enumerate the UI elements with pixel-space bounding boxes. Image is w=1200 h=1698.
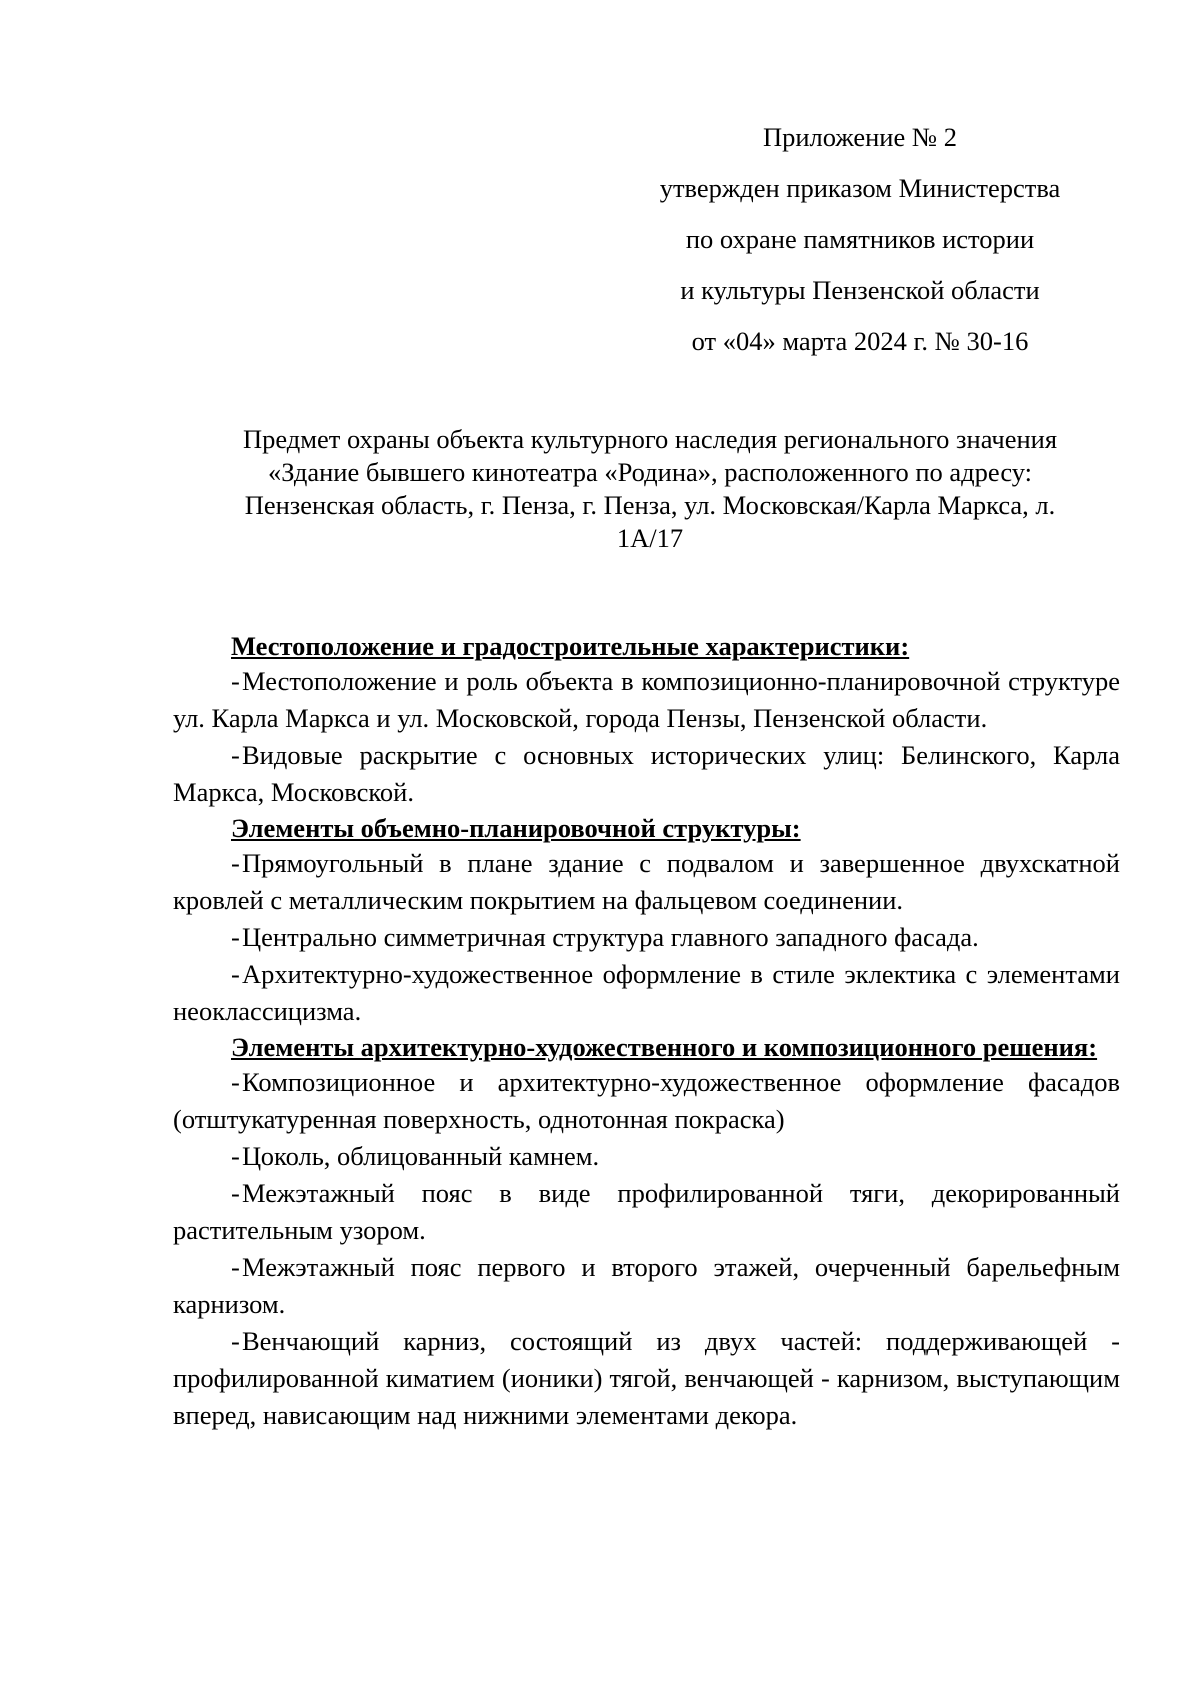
approval-order-line: утвержден приказом Министерства: [659, 173, 1061, 203]
list-item-text: Местоположение и роль объекта в композиционно-планировочной структуре ул. Карла Маркса и ул. Московской, города Пензы, Пензенской области.: [173, 666, 1120, 733]
section-heading-decoration: Элементы архитектурно-художественного и композиционного решения:: [231, 1032, 1098, 1062]
list-item-text: Цоколь, облицованный камнем.: [242, 1141, 600, 1171]
list-item: [173, 1249, 1120, 1323]
list-item: [173, 956, 1120, 1030]
list-marker: -: [231, 848, 240, 878]
list-item: [173, 737, 1120, 811]
list-marker: -: [231, 1178, 240, 1208]
document-title: [170, 423, 1130, 555]
list-item-text: Межэтажный пояс в виде профилированной тяги, декорированный растительным узором.: [173, 1178, 1120, 1245]
list-item-text: Архитектурно-художественное оформление в стиле эклектика с элементами неоклассицизма.: [173, 959, 1120, 1026]
title-line-2: «Здание бывшего кинотеатра «Родина», расположенного по адресу:: [268, 457, 1032, 487]
approval-date-number: от «04» марта 2024 г. № 30-16: [691, 326, 1029, 356]
list-item: [173, 919, 1120, 956]
list-item: [173, 1323, 1120, 1434]
approval-ministry-line: по охране памятников истории: [685, 224, 1035, 254]
section-heading-location: Местоположение и градостроительные характеристики:: [231, 631, 910, 661]
list-item: [173, 1064, 1120, 1138]
list-item: [173, 845, 1120, 919]
document-body: [173, 629, 1120, 1434]
list-marker: -: [231, 922, 240, 952]
title-line-4: 1А/17: [616, 523, 684, 553]
appendix-number: Приложение № 2: [762, 122, 957, 152]
list-item-text: Межэтажный пояс первого и второго этажей, очерченный барельефным карнизом.: [173, 1252, 1120, 1319]
list-item-text: Прямоугольный в плане здание с подвалом и завершенное двухскатной кровлей с металлическим покрытием на фальцевом соединении.: [173, 848, 1120, 915]
list-item-text: Композиционное и архитектурно-художественное оформление фасадов (отштукатуренная поверхность, однотонная покраска): [173, 1067, 1120, 1134]
title-line-1: Предмет охраны объекта культурного наследия регионального значения: [242, 424, 1058, 454]
list-marker: -: [231, 1252, 240, 1282]
approval-block: [600, 112, 1120, 367]
list-item-text: Венчающий карниз, состоящий из двух частей: поддерживающей - профилированной киматием (ионики) тягой, венчающей - карнизом, выступающим вперед, нависающим над нижними элементами декора.: [173, 1326, 1120, 1430]
list-item: [173, 1138, 1120, 1175]
list-marker: -: [231, 740, 240, 770]
title-line-3: Пензенская область, г. Пенза, г. Пенза, ул. Московская/Карла Маркса, л.: [244, 490, 1056, 520]
list-marker: -: [231, 1326, 240, 1356]
list-marker: -: [231, 1141, 240, 1171]
list-marker: -: [231, 959, 240, 989]
list-item-text: Видовые раскрытие с основных исторических улиц: Белинского, Карла Маркса, Московской.: [173, 740, 1120, 807]
list-marker: -: [231, 666, 240, 696]
list-item: [173, 1175, 1120, 1249]
approval-region-line: и культуры Пензенской области: [680, 275, 1040, 305]
list-marker: -: [231, 1067, 240, 1097]
list-item-text: Центрально симметричная структура главного западного фасада.: [242, 922, 979, 952]
section-heading-structure: Элементы объемно-планировочной структуры:: [231, 813, 801, 843]
list-item: [173, 663, 1120, 737]
